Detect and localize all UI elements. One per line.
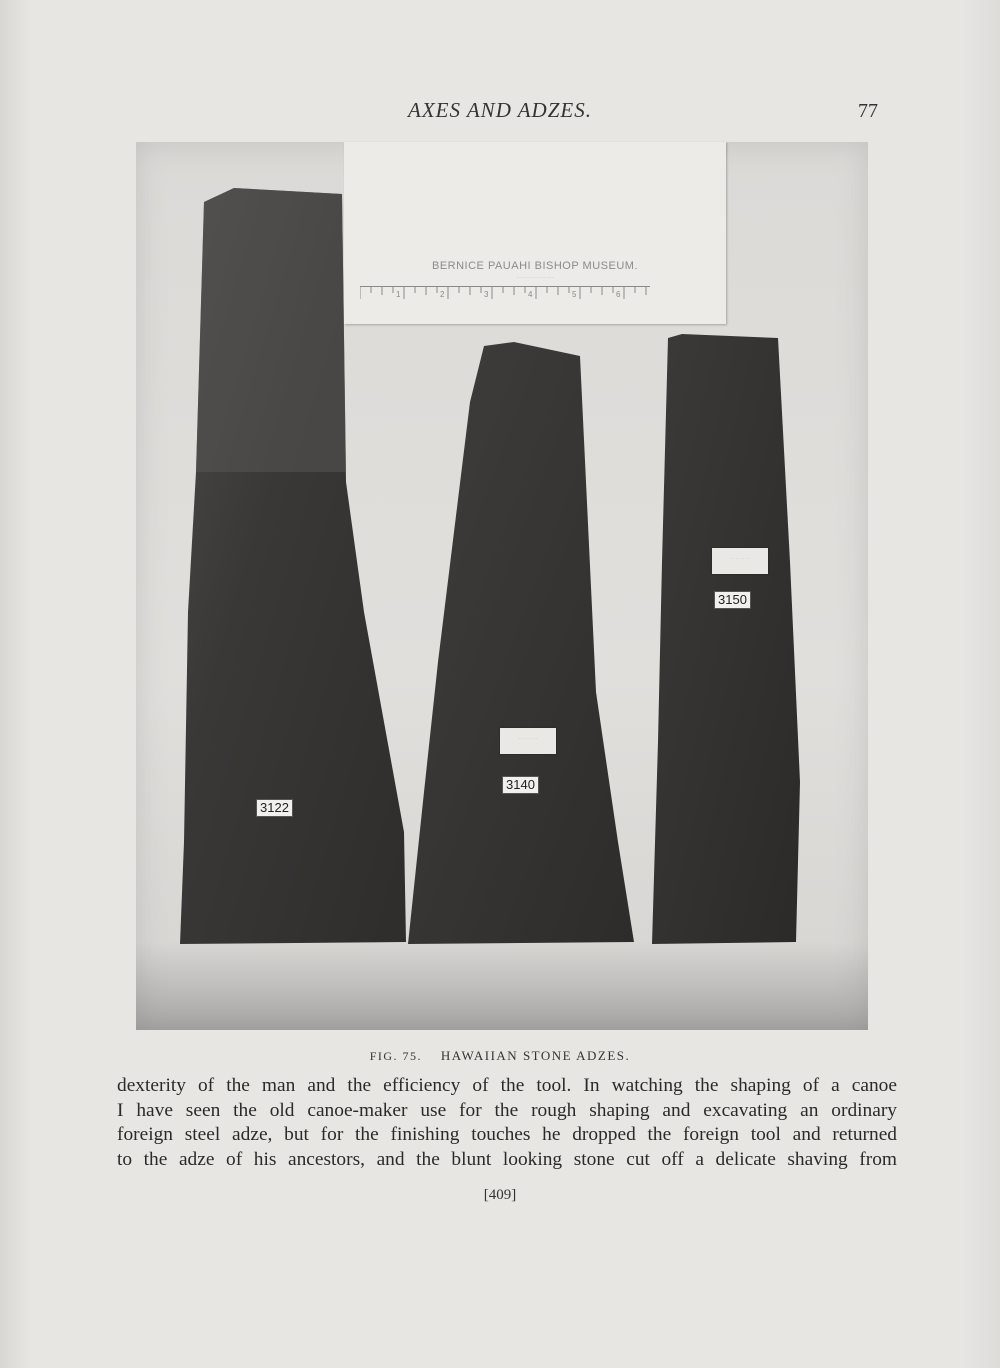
catalog-label: 3122 [256, 799, 293, 817]
text-line: I have seen the old canoe-maker use for the rough shaping and excavating an ordinary [117, 1099, 897, 1121]
text-line: foreign steel adze, but for the finishing touches he dropped the foreign tool and returned [117, 1124, 897, 1145]
page-number: 77 [858, 100, 878, 122]
folio-number: [409] [483, 1187, 517, 1203]
figure-number: FIG. 75. [369, 1049, 423, 1063]
ruler-number: 4 [528, 290, 533, 299]
ruler-number: 3 [484, 290, 489, 299]
adze-middle [408, 342, 634, 944]
figure-plate [136, 142, 868, 1030]
text-line: to the adze of his ancestors, and the blunt looking stone cut off a delicate shaving from [117, 1148, 897, 1170]
museum-subtitle: ····························· [515, 275, 555, 280]
text-line: dexterity of the man and the efficiency of the tool. In watching the shaping of a canoe [117, 1075, 897, 1096]
ruler-number: 1 [396, 290, 401, 299]
adze-photograph [136, 142, 868, 1030]
catalog-label: 3150 [714, 591, 751, 609]
ruler-number: 6 [616, 290, 621, 299]
adze-right [652, 334, 800, 944]
figure-caption [0, 1048, 1000, 1064]
ruler-number: 5 [572, 290, 577, 299]
collection-label: · · · · · · · · [712, 548, 768, 574]
ruler-number: 2 [440, 290, 445, 299]
body-paragraph [117, 1074, 897, 1172]
figure-title: HAWAIIAN STONE ADZES. [440, 1048, 631, 1063]
catalog-label: 3140 [502, 776, 539, 794]
collection-label: · · · · · · · · [500, 728, 556, 754]
running-title: AXES AND ADZES. [408, 98, 592, 122]
museum-name: BERNICE PAUAHI BISHOP MUSEUM. [431, 260, 639, 272]
running-head [0, 98, 1000, 128]
